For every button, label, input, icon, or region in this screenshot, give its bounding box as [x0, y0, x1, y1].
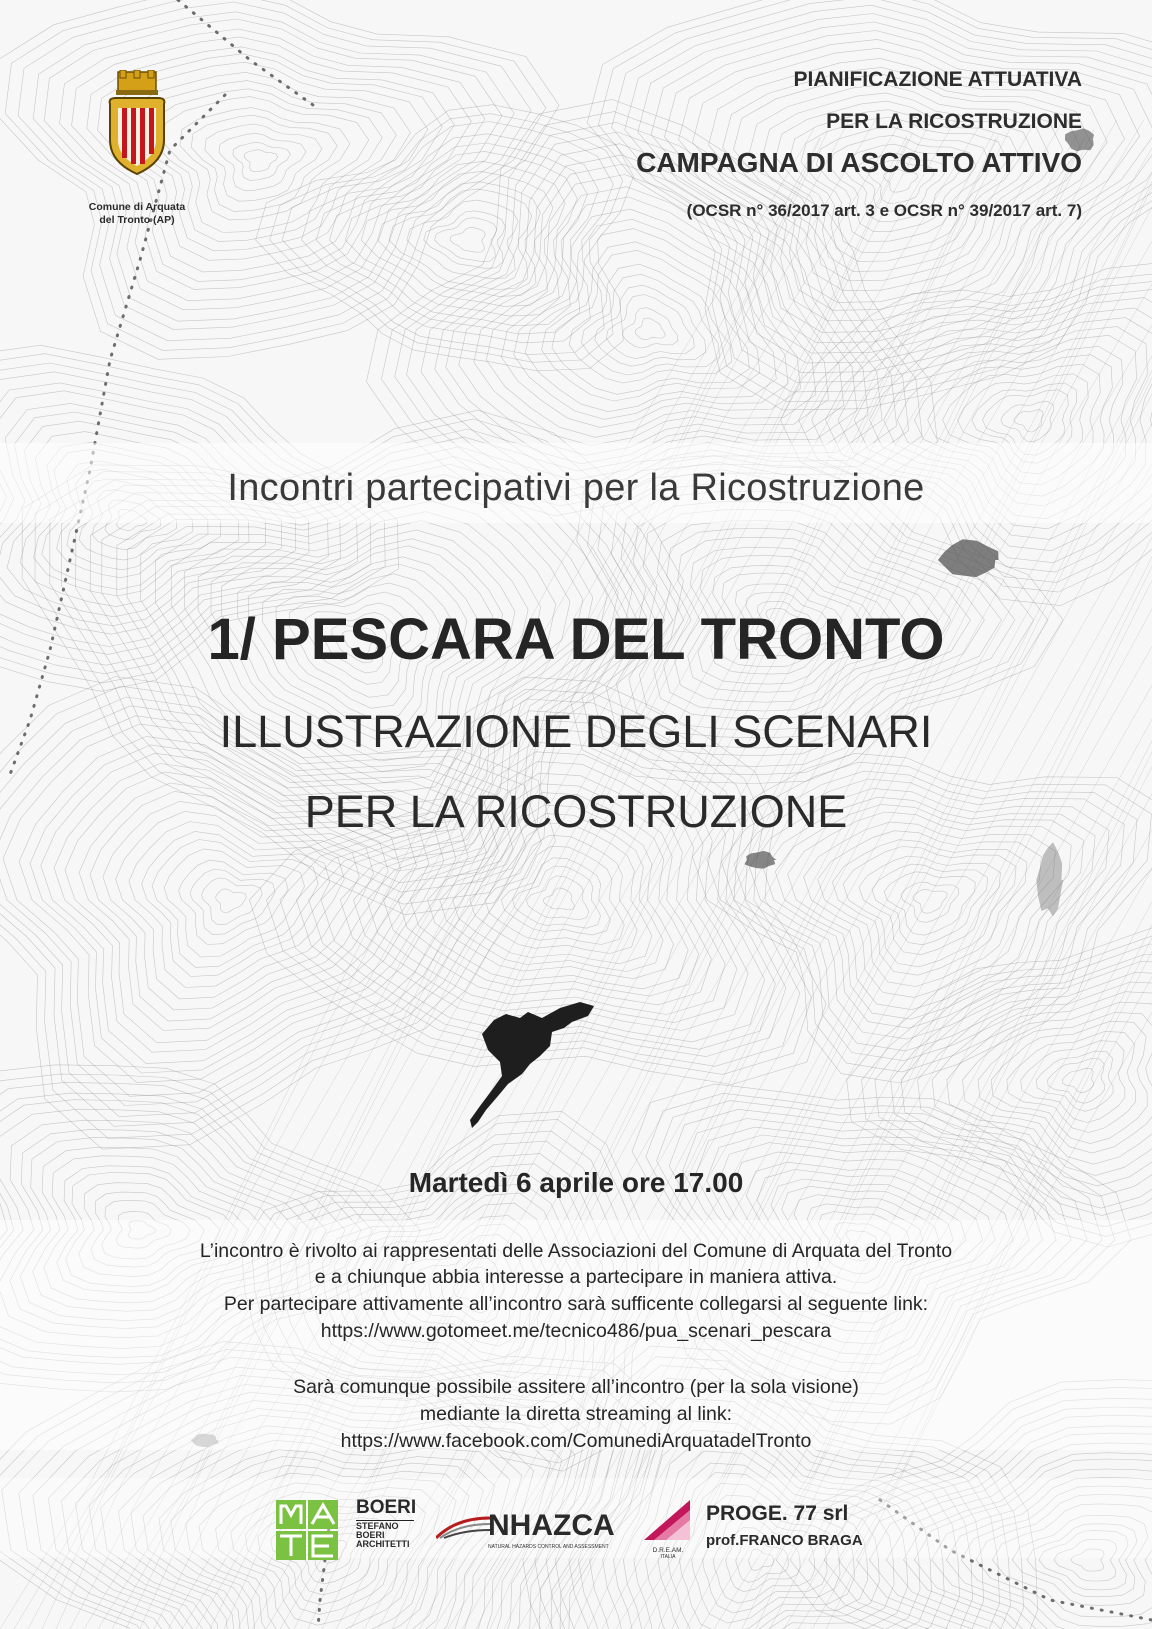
dream-logo [638, 1498, 698, 1560]
mate-logo-icon [276, 1500, 338, 1560]
header-campaign-title: CAMPAGNA DI ASCOLTO ATTIVO [636, 147, 1082, 178]
meeting-link[interactable]: https://www.gotomeet.me/tecnico486/pua_scenari_pescara [320, 1320, 832, 1342]
body-line-5: Sarà comunque possibile assitere all’incontro (per la sola visione) [293, 1376, 859, 1398]
series-title: Incontri partecipativi per la Ricostruzione [227, 467, 925, 509]
dream-logo-text: D.R.E.AM. [652, 1547, 684, 1554]
header-ordinance-ref: (OCSR n° 36/2017 art. 3 e OCSR n° 39/2017 art. 7) [686, 201, 1082, 220]
boeri-logo-sub1: STEFANO [356, 1521, 399, 1531]
boeri-logo-main: BOERI [356, 1497, 417, 1518]
municipality-line1: Comune di Arquata [88, 201, 186, 213]
event-subtitle-line2: PER LA RICOSTRUZIONE [304, 786, 848, 837]
header-line-1: PIANIFICAZIONE ATTUATIVA [793, 68, 1082, 91]
event-subtitle-line1: ILLUSTRAZIONE DEGLI SCENARI [219, 706, 933, 757]
mate-logo [276, 1500, 338, 1560]
dream-logo-icon [642, 1498, 692, 1542]
event-datetime: Martedì 6 aprile ore 17.00 [408, 1167, 744, 1198]
dream-logo-sub: ITALIA [660, 1554, 676, 1560]
nhazca-logo-sub: NATURAL HAZARDS CONTROL AND ASSESSMENT [488, 1544, 609, 1550]
streaming-link[interactable]: https://www.facebook.com/ComunediArquatadelTronto [340, 1430, 812, 1452]
body-line-1: L’incontro è rivolto ai rappresentati delle Associazioni del Comune di Arquata del Tronto [199, 1240, 953, 1262]
pescara-village-silhouette [468, 998, 608, 1140]
boeri-logo-sub3: ARCHITETTI [356, 1539, 410, 1549]
body-line-2: e a chiunque abbia interesse a partecipare in maniera attiva. [314, 1266, 838, 1288]
arquata-crest-icon [104, 70, 170, 180]
proge-logo: PROGE. 77 srl [706, 1502, 849, 1525]
nhazca-swoosh-icon [436, 1516, 490, 1540]
boeri-logo [356, 1498, 426, 1549]
municipality-label [70, 201, 204, 227]
event-title: 1/ PESCARA DEL TRONTO [207, 607, 945, 672]
header-line-2: PER LA RICOSTRUZIONE [826, 110, 1082, 133]
nhazca-logo-text: NHAZCA [488, 1509, 615, 1542]
body-line-6: mediante la diretta streaming al link: [419, 1403, 733, 1425]
boeri-logo-sub2: BOERI [356, 1530, 385, 1540]
municipality-line2: del Tronto (AP) [99, 214, 175, 226]
body-line-3: Per partecipare attivamente all’incontro sarà sufficente collegarsi al seguente link: [223, 1293, 929, 1315]
franco-braga-label: prof.FRANCO BRAGA [706, 1532, 863, 1549]
